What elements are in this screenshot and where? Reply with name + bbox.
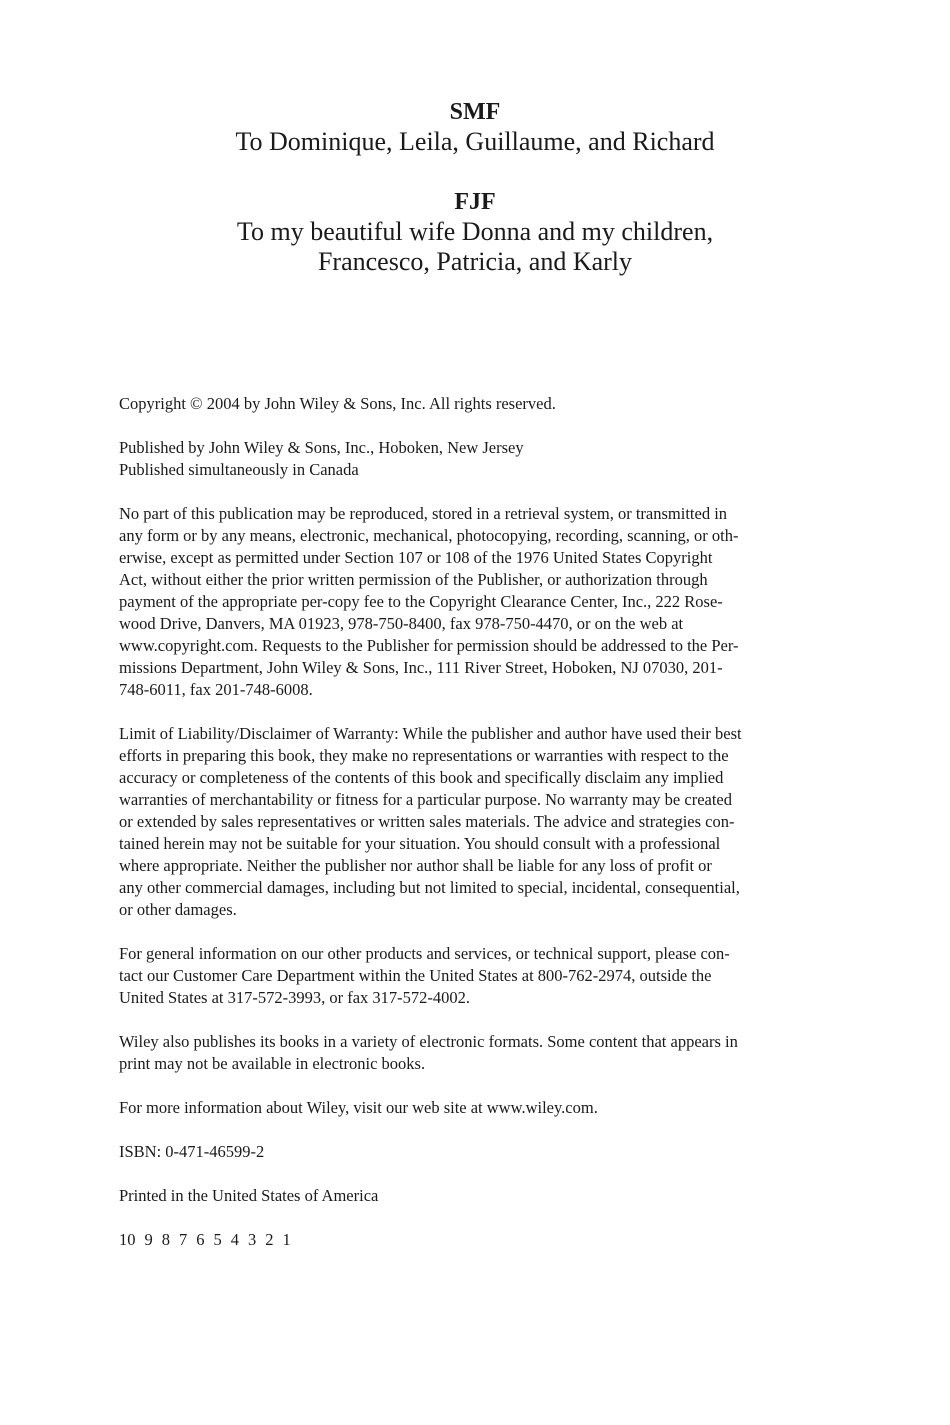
text-line: or extended by sales representatives or written sales materials. The advice and strategies con- <box>119 812 735 831</box>
text-line: No part of this publication may be reproduced, stored in a retrieval system, or transmitted in <box>119 504 728 523</box>
text-line: where appropriate. Neither the publisher nor author shall be liable for any loss of profit or <box>119 856 712 875</box>
printer-key-number: 2 <box>265 1230 274 1249</box>
isbn <box>119 1141 835 1163</box>
text-line: Act, without either the prior written permission of the Publisher, or authorization through <box>119 570 708 589</box>
text-line: Copyright © 2004 by John Wiley & Sons, Inc. All rights reserved. <box>119 394 556 413</box>
text-line: Limit of Liability/Disclaimer of Warranty: While the publisher and author have used their best <box>119 724 742 743</box>
dedications <box>0 97 950 277</box>
text-line: missions Department, John Wiley & Sons, Inc., 111 River Street, Hoboken, NJ 07030, 201- <box>119 658 723 677</box>
electronic-formats-paragraph <box>119 1031 835 1075</box>
text-line: payment of the appropriate per-copy fee to the Copyright Clearance Center, Inc., 222 Rose- <box>119 592 723 611</box>
text-line: efforts in preparing this book, they make no representations or warranties with respect to the <box>119 746 729 765</box>
copyright-page <box>119 393 835 1273</box>
general-info-paragraph <box>119 943 835 1009</box>
text-line: tained herein may not be suitable for your situation. You should consult with a professional <box>119 834 721 853</box>
text-line: warranties of merchantability or fitness for a particular purpose. No warranty may be created <box>119 790 732 809</box>
liability-disclaimer <box>119 723 835 921</box>
copyright-notice <box>119 393 835 415</box>
text-line: Printed in the United States of America <box>119 1186 379 1205</box>
text-line: Wiley also publishes its books in a variety of electronic formats. Some content that appears in <box>119 1032 738 1051</box>
text-line: www.copyright.com. Requests to the Publisher for permission should be addressed to the Per- <box>119 636 739 655</box>
text-line: 748-6011, fax 201-748-6008. <box>119 680 313 699</box>
printer-key-number: 5 <box>213 1230 222 1249</box>
text-line: any other commercial damages, including but not limited to special, incidental, consequential, <box>119 878 740 897</box>
printer-key-number: 6 <box>196 1230 205 1249</box>
permissions-paragraph <box>119 503 835 701</box>
text-line: erwise, except as permitted under Section 107 or 108 of the 1976 United States Copyright <box>119 548 713 567</box>
dedication-initials: SMF <box>449 99 501 125</box>
text-line: Published simultaneously in Canada <box>119 460 359 479</box>
text-line: any form or by any means, electronic, mechanical, photocopying, recording, scanning, or oth- <box>119 526 739 545</box>
printer-key-number: 8 <box>161 1230 170 1249</box>
printer-key-line <box>119 1229 835 1251</box>
printer-key-number: 9 <box>144 1230 153 1249</box>
text-line: print may not be available in electronic books. <box>119 1054 426 1073</box>
dedication-fjf <box>0 187 950 277</box>
text-line: or other damages. <box>119 900 237 919</box>
text-line: United States at 317-572-3993, or fax 317-572-4002. <box>119 988 471 1007</box>
text-line: ISBN: 0-471-46599-2 <box>119 1142 265 1161</box>
printer-key-number: 7 <box>179 1230 188 1249</box>
text-line: For general information on our other products and services, or technical support, please con- <box>119 944 730 963</box>
dedication-initials: FJF <box>454 189 496 215</box>
publisher-info <box>119 437 835 481</box>
text-line: Published by John Wiley & Sons, Inc., Hoboken, New Jersey <box>119 438 524 457</box>
printer-key-number: 4 <box>230 1230 239 1249</box>
more-info-paragraph <box>119 1097 835 1119</box>
dedication-line: Francesco, Patricia, and Karly <box>317 247 633 276</box>
printed-in <box>119 1185 835 1207</box>
printer-key-number: 3 <box>248 1230 257 1249</box>
dedication-line: To Dominique, Leila, Guillaume, and Richard <box>235 127 715 156</box>
text-line: tact our Customer Care Department within the United States at 800-762-2974, outside the <box>119 966 712 985</box>
text-line: For more information about Wiley, visit our web site at www.wiley.com. <box>119 1098 598 1117</box>
printer-key-number: 1 <box>282 1230 291 1249</box>
dedication-smf <box>0 97 950 157</box>
text-line: wood Drive, Danvers, MA 01923, 978-750-8400, fax 978-750-4470, or on the web at <box>119 614 684 633</box>
printer-key-number: 10 <box>119 1230 136 1249</box>
dedication-line: To my beautiful wife Donna and my children, <box>236 217 714 246</box>
text-line: accuracy or completeness of the contents of this book and specifically disclaim any implied <box>119 768 724 787</box>
